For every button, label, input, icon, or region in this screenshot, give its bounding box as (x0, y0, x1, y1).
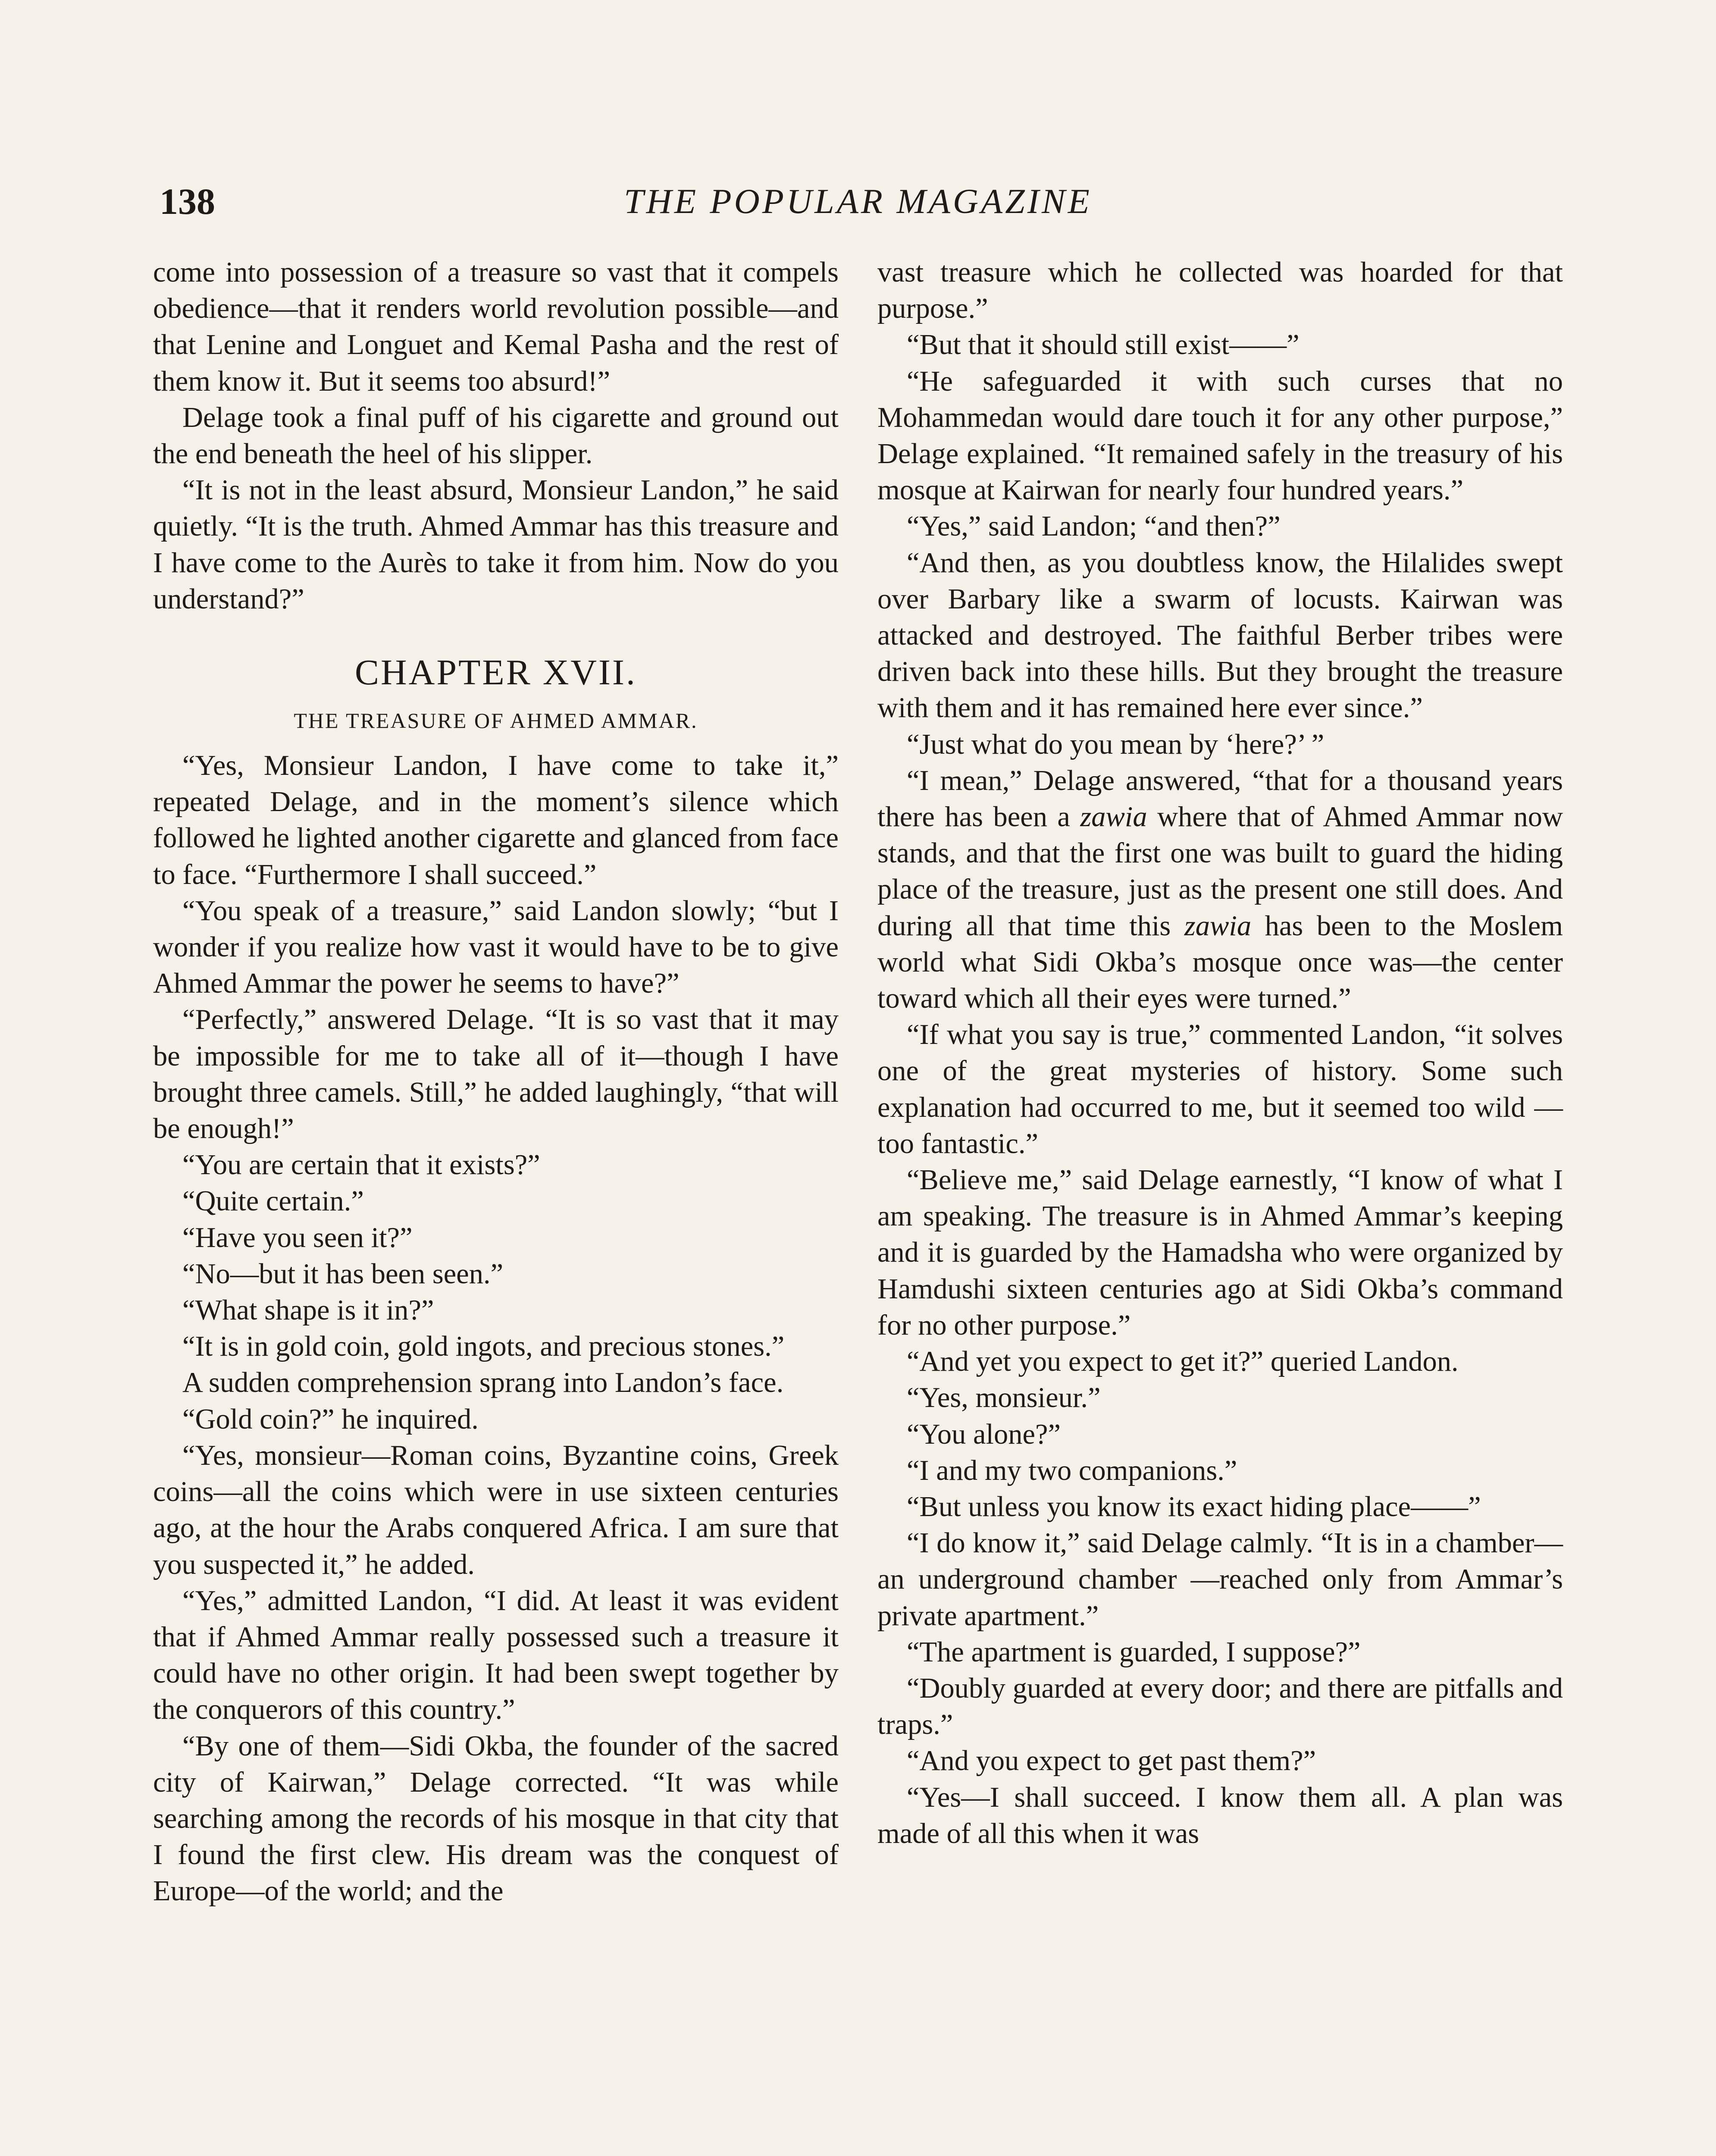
italic-word: zawia (1184, 910, 1252, 942)
italic-word: zawia (1080, 801, 1147, 833)
paragraph: “The apartment is guarded, I suppose?” (907, 1636, 1361, 1668)
paragraph: “By one of them—Sidi Okba, the founder of the sacred city of Kairwan,” Delage corrected. “It was while searching among the records of his mosque in that city that I found the first clew. His dream was the conquest of Europe—of the world; and the (153, 1730, 839, 1907)
paragraph: “Quite certain.” (182, 1185, 364, 1217)
right-column (877, 254, 1563, 1852)
page-number: 138 (160, 181, 215, 222)
paragraph: come into possession of a treasure so vast that it compels obedience—that it renders world revolution possible—and that Lenine and Longuet and Kemal Pasha and the rest of them know it. But it seems too absurd!” (153, 257, 839, 397)
paragraph: “And yet you expect to get it?” queried Landon. (907, 1346, 1459, 1378)
paragraph: A sudden comprehension sprang into Landon’s face. (182, 1367, 784, 1399)
paragraph: “I do know it,” said Delage calmly. “It is in a chamber—an underground chamber —reached only from Ammar’s private apartment.” (877, 1527, 1563, 1632)
paragraph: “But that it should still exist——” (907, 329, 1300, 361)
paragraph: “It is in gold coin, gold ingots, and precious stones.” (182, 1331, 785, 1363)
paragraph: “You speak of a treasure,” said Landon slowly; “but I wonder if you realize how vast it would have to be to give Ahmed Ammar the power he seems to have?” (153, 895, 839, 1000)
left-column (153, 254, 839, 1910)
paragraph: “Yes,” said Landon; “and then?” (907, 511, 1281, 542)
paragraph: “Just what do you mean by ‘here?’ ” (907, 728, 1325, 760)
paragraph: “You are certain that it exists?” (182, 1149, 540, 1181)
chapter-title: CHAPTER XVII. (355, 652, 637, 693)
paragraph: “It is not in the least absurd, Monsieur Landon,” he said quietly. “It is the truth. Ahmed Ammar has this treasure and I have come to the Aurès to take it from him. Now do you understand?” (153, 474, 839, 615)
paragraph: “You alone?” (907, 1418, 1061, 1450)
paragraph: “Have you seen it?” (182, 1222, 413, 1253)
paragraph-text: has been to the Moslem world what Sidi Okba’s mosque once was—the center toward which all their eyes were turned.” (877, 910, 1563, 1015)
running-head: THE POPULAR MAGAZINE (624, 182, 1092, 221)
paragraph: “And then, as you doubtless know, the Hilalides swept over Barbary like a swarm of locusts. Kairwan was attacked and destroyed. The faithful Berber tribes were driven back into these hills. But they brought the treasure with them and it has remained here ever since.” (877, 547, 1563, 724)
page-header (0, 178, 1716, 229)
paragraph: “What shape is it in?” (182, 1294, 434, 1326)
paragraph: “Gold coin?” he inquired. (182, 1403, 479, 1435)
paragraph-text: where that of Ahmed Ammar now stands, and that the first one was built to guard the hiding place of the treasure, just as the present one still does. And during all that time this (877, 801, 1563, 942)
paragraph: “Yes—I shall succeed. I know them all. A plan was made of all this when it was (877, 1781, 1563, 1849)
paragraph: “He safeguarded it with such curses that no Mohammedan would dare touch it for any other purpose,” Delage explained. “It remained safely in the treasury of his mosque at Kairwan for nearly four hundred years.” (877, 365, 1563, 506)
paragraph: “If what you say is true,” commented Landon, “it solves one of the great mysteries of history. Some such explanation had occurred to me, but it seemed too wild —too fantastic.” (877, 1019, 1563, 1159)
paragraph: “I and my two companions.” (907, 1454, 1237, 1486)
paragraph: “Yes, Monsieur Landon, I have come to take it,” repeated Delage, and in the moment’s silence which followed he lighted another cigarette and glanced from face to face. “Furthermore I shall succeed.” (153, 750, 839, 890)
paragraph: “Yes,” admitted Landon, “I did. At least it was evident that if Ahmed Ammar really possessed such a treasure it could have no other origin. It had been swept together by the conquerors of this country.” (153, 1585, 839, 1726)
chapter-subtitle: THE TREASURE OF AHMED AMMAR. (294, 708, 698, 733)
paragraph (877, 763, 1563, 1017)
paragraph: “Perfectly,” answered Delage. “It is so vast that it may be impossible for me to take all of it—though I have brought three camels. Still,” he added laughingly, “that will be enough!” (153, 1004, 839, 1145)
paragraph: “Doubly guarded at every door; and there are pitfalls and traps.” (877, 1672, 1563, 1741)
paragraph: “Yes, monsieur.” (907, 1382, 1101, 1414)
paragraph: vast treasure which he collected was hoarded for that purpose.” (877, 257, 1563, 325)
paragraph: Delage took a final puff of his cigarette and ground out the end beneath the heel of his slipper. (153, 401, 839, 470)
paragraph: “No—but it has been seen.” (182, 1258, 504, 1290)
paragraph-text: “I mean,” Delage answered, “that for a thousand years there has been a (877, 765, 1563, 833)
paragraph: “And you expect to get past them?” (907, 1745, 1316, 1777)
paragraph: “Believe me,” said Delage earnestly, “I know of what I am speaking. The treasure is in Ahmed Ammar’s keeping and it is guarded by the Hamadsha who were organized by Hamdushi sixteen centuries ago at Sidi Okba’s command for no other purpose.” (877, 1164, 1563, 1341)
paragraph: “But unless you know its exact hiding place——” (907, 1491, 1481, 1523)
paragraph: “Yes, monsieur—Roman coins, Byzantine coins, Greek coins—all the coins which were in use sixteen centuries ago, at the hour the Arabs conquered Africa. I am sure that you suspected it,” he added. (153, 1439, 839, 1580)
